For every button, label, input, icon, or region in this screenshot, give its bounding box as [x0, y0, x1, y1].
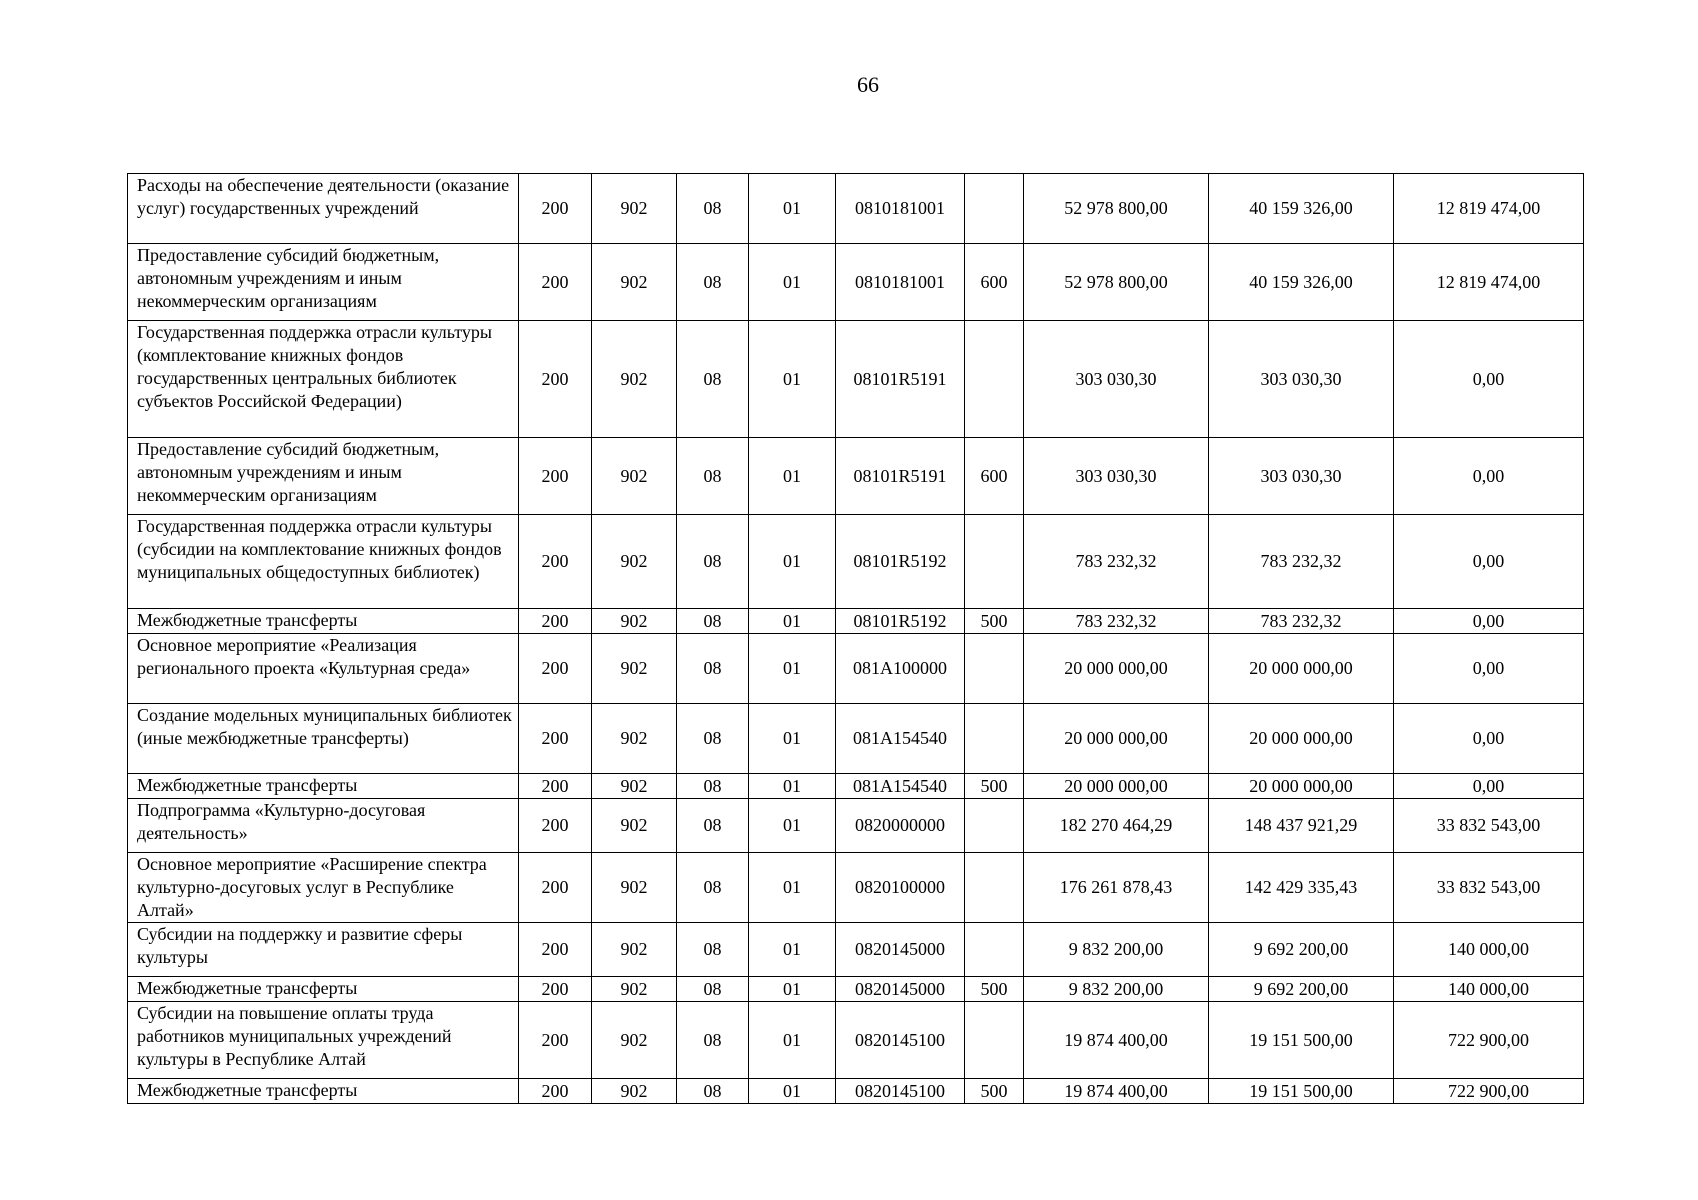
row-description: Межбюджетные трансферты: [128, 774, 519, 799]
code-column-4: 01: [749, 799, 836, 853]
amount-column-2: 142 429 335,43: [1209, 853, 1394, 923]
code-column-3: 08: [677, 515, 749, 609]
code-column-3: 08: [677, 244, 749, 321]
amount-column-2: 783 232,32: [1209, 609, 1394, 634]
table-row: [128, 1079, 1584, 1104]
code-column-6: [965, 634, 1024, 704]
row-description: Основное мероприятие «Расширение спектра культурно-досуговых услуг в Республике Алтай»: [128, 853, 519, 923]
amount-column-3: 33 832 543,00: [1394, 853, 1584, 923]
code-column-1: 200: [519, 321, 592, 438]
amount-column-1: 20 000 000,00: [1024, 704, 1209, 774]
code-column-5: 0820145000: [836, 977, 965, 1002]
amount-column-1: 303 030,30: [1024, 438, 1209, 515]
amount-column-1: 176 261 878,43: [1024, 853, 1209, 923]
code-column-5: 081A154540: [836, 704, 965, 774]
table-row: [128, 634, 1584, 704]
code-column-2: 902: [592, 774, 677, 799]
amount-column-2: 783 232,32: [1209, 515, 1394, 609]
code-column-6: 500: [965, 609, 1024, 634]
code-column-3: 08: [677, 923, 749, 977]
code-column-4: 01: [749, 609, 836, 634]
table-row: [128, 704, 1584, 774]
code-column-2: 902: [592, 321, 677, 438]
code-column-6: 500: [965, 1079, 1024, 1104]
code-column-5: 081A100000: [836, 634, 965, 704]
code-column-3: 08: [677, 799, 749, 853]
code-column-4: 01: [749, 244, 836, 321]
row-description: Подпрограмма «Культурно-досуговая деятельность»: [128, 799, 519, 853]
code-column-1: 200: [519, 515, 592, 609]
table-row: [128, 244, 1584, 321]
amount-column-1: 783 232,32: [1024, 609, 1209, 634]
code-column-3: 08: [677, 704, 749, 774]
code-column-2: 902: [592, 438, 677, 515]
amount-column-3: 0,00: [1394, 438, 1584, 515]
code-column-6: [965, 799, 1024, 853]
amount-column-2: 9 692 200,00: [1209, 923, 1394, 977]
code-column-4: 01: [749, 774, 836, 799]
code-column-1: 200: [519, 704, 592, 774]
code-column-6: [965, 515, 1024, 609]
code-column-3: 08: [677, 774, 749, 799]
row-description: Межбюджетные трансферты: [128, 1079, 519, 1104]
amount-column-2: 20 000 000,00: [1209, 774, 1394, 799]
code-column-6: 600: [965, 244, 1024, 321]
code-column-5: 08101R5192: [836, 609, 965, 634]
code-column-4: 01: [749, 853, 836, 923]
code-column-2: 902: [592, 853, 677, 923]
amount-column-3: 140 000,00: [1394, 977, 1584, 1002]
row-description: Создание модельных муниципальных библиотек (иные межбюджетные трансферты): [128, 704, 519, 774]
code-column-2: 902: [592, 704, 677, 774]
amount-column-3: 140 000,00: [1394, 923, 1584, 977]
code-column-3: 08: [677, 977, 749, 1002]
code-column-5: 0810181001: [836, 244, 965, 321]
amount-column-2: 40 159 326,00: [1209, 244, 1394, 321]
row-description: Субсидии на повышение оплаты труда работников муниципальных учреждений культуры в Республике Алтай: [128, 1002, 519, 1079]
code-column-6: [965, 704, 1024, 774]
code-column-1: 200: [519, 438, 592, 515]
row-description: Предоставление субсидий бюджетным, автономным учреждениям и иным некоммерческим организациям: [128, 244, 519, 321]
amount-column-1: 303 030,30: [1024, 321, 1209, 438]
code-column-5: 0820145100: [836, 1079, 965, 1104]
table-row: [128, 438, 1584, 515]
code-column-2: 902: [592, 174, 677, 244]
amount-column-1: 9 832 200,00: [1024, 977, 1209, 1002]
code-column-3: 08: [677, 853, 749, 923]
code-column-1: 200: [519, 244, 592, 321]
code-column-3: 08: [677, 609, 749, 634]
amount-column-2: 40 159 326,00: [1209, 174, 1394, 244]
code-column-2: 902: [592, 515, 677, 609]
code-column-2: 902: [592, 244, 677, 321]
table-row: [128, 923, 1584, 977]
code-column-1: 200: [519, 1079, 592, 1104]
amount-column-1: 19 874 400,00: [1024, 1079, 1209, 1104]
row-description: Государственная поддержка отрасли культуры (комплектование книжных фондов государственных центральных библиотек субъектов Российской Федерации): [128, 321, 519, 438]
table-row: [128, 853, 1584, 923]
code-column-2: 902: [592, 1079, 677, 1104]
code-column-1: 200: [519, 977, 592, 1002]
amount-column-1: 52 978 800,00: [1024, 174, 1209, 244]
row-description: Субсидии на поддержку и развитие сферы культуры: [128, 923, 519, 977]
amount-column-1: 9 832 200,00: [1024, 923, 1209, 977]
code-column-6: [965, 1002, 1024, 1079]
code-column-3: 08: [677, 321, 749, 438]
code-column-6: [965, 853, 1024, 923]
code-column-2: 902: [592, 799, 677, 853]
code-column-5: 0820145000: [836, 923, 965, 977]
code-column-3: 08: [677, 1002, 749, 1079]
table-row: [128, 799, 1584, 853]
code-column-1: 200: [519, 609, 592, 634]
row-description: Расходы на обеспечение деятельности (оказание услуг) государственных учреждений: [128, 174, 519, 244]
code-column-6: [965, 923, 1024, 977]
code-column-1: 200: [519, 774, 592, 799]
amount-column-2: 148 437 921,29: [1209, 799, 1394, 853]
amount-column-3: 722 900,00: [1394, 1079, 1584, 1104]
code-column-6: [965, 321, 1024, 438]
code-column-5: 081A154540: [836, 774, 965, 799]
code-column-1: 200: [519, 1002, 592, 1079]
code-column-2: 902: [592, 923, 677, 977]
amount-column-1: 52 978 800,00: [1024, 244, 1209, 321]
code-column-5: 0820000000: [836, 799, 965, 853]
code-column-6: [965, 174, 1024, 244]
amount-column-2: 20 000 000,00: [1209, 704, 1394, 774]
amount-column-3: 0,00: [1394, 634, 1584, 704]
code-column-2: 902: [592, 977, 677, 1002]
page-number: 66: [857, 72, 879, 97]
code-column-1: 200: [519, 853, 592, 923]
row-description: Государственная поддержка отрасли культуры (субсидии на комплектование книжных фондов муниципальных общедоступных библиотек): [128, 515, 519, 609]
code-column-1: 200: [519, 923, 592, 977]
amount-column-3: 12 819 474,00: [1394, 244, 1584, 321]
code-column-2: 902: [592, 634, 677, 704]
amount-column-3: 0,00: [1394, 704, 1584, 774]
table-row: [128, 1002, 1584, 1079]
row-description: Межбюджетные трансферты: [128, 977, 519, 1002]
code-column-4: 01: [749, 923, 836, 977]
amount-column-1: 783 232,32: [1024, 515, 1209, 609]
code-column-3: 08: [677, 174, 749, 244]
amount-column-3: 0,00: [1394, 774, 1584, 799]
row-description: Основное мероприятие «Реализация регионального проекта «Культурная среда»: [128, 634, 519, 704]
budget-table: [127, 173, 1584, 1104]
amount-column-2: 19 151 500,00: [1209, 1079, 1394, 1104]
table-row: [128, 321, 1584, 438]
row-description: Межбюджетные трансферты: [128, 609, 519, 634]
code-column-5: 0820145100: [836, 1002, 965, 1079]
code-column-5: 0820100000: [836, 853, 965, 923]
code-column-5: 08101R5192: [836, 515, 965, 609]
table-row: [128, 774, 1584, 799]
code-column-4: 01: [749, 321, 836, 438]
table-row: [128, 515, 1584, 609]
code-column-1: 200: [519, 634, 592, 704]
amount-column-3: 12 819 474,00: [1394, 174, 1584, 244]
code-column-4: 01: [749, 438, 836, 515]
code-column-4: 01: [749, 634, 836, 704]
code-column-3: 08: [677, 438, 749, 515]
code-column-4: 01: [749, 1079, 836, 1104]
code-column-2: 902: [592, 1002, 677, 1079]
code-column-5: 0810181001: [836, 174, 965, 244]
code-column-2: 902: [592, 609, 677, 634]
amount-column-3: 722 900,00: [1394, 1002, 1584, 1079]
amount-column-3: 0,00: [1394, 321, 1584, 438]
amount-column-2: 19 151 500,00: [1209, 1002, 1394, 1079]
amount-column-2: 303 030,30: [1209, 438, 1394, 515]
code-column-3: 08: [677, 1079, 749, 1104]
amount-column-3: 0,00: [1394, 515, 1584, 609]
amount-column-1: 182 270 464,29: [1024, 799, 1209, 853]
amount-column-2: 303 030,30: [1209, 321, 1394, 438]
code-column-1: 200: [519, 174, 592, 244]
code-column-4: 01: [749, 1002, 836, 1079]
table-row: [128, 977, 1584, 1002]
code-column-6: 500: [965, 774, 1024, 799]
code-column-6: 600: [965, 438, 1024, 515]
table-body: [128, 174, 1584, 1104]
amount-column-1: 19 874 400,00: [1024, 1002, 1209, 1079]
amount-column-2: 20 000 000,00: [1209, 634, 1394, 704]
code-column-3: 08: [677, 634, 749, 704]
amount-column-1: 20 000 000,00: [1024, 774, 1209, 799]
code-column-1: 200: [519, 799, 592, 853]
code-column-6: 500: [965, 977, 1024, 1002]
table-row: [128, 174, 1584, 244]
code-column-4: 01: [749, 515, 836, 609]
code-column-5: 08101R5191: [836, 321, 965, 438]
amount-column-1: 20 000 000,00: [1024, 634, 1209, 704]
code-column-5: 08101R5191: [836, 438, 965, 515]
code-column-4: 01: [749, 977, 836, 1002]
amount-column-3: 0,00: [1394, 609, 1584, 634]
row-description: Предоставление субсидий бюджетным, автономным учреждениям и иным некоммерческим организациям: [128, 438, 519, 515]
amount-column-3: 33 832 543,00: [1394, 799, 1584, 853]
code-column-4: 01: [749, 174, 836, 244]
amount-column-2: 9 692 200,00: [1209, 977, 1394, 1002]
table-row: [128, 609, 1584, 634]
code-column-4: 01: [749, 704, 836, 774]
